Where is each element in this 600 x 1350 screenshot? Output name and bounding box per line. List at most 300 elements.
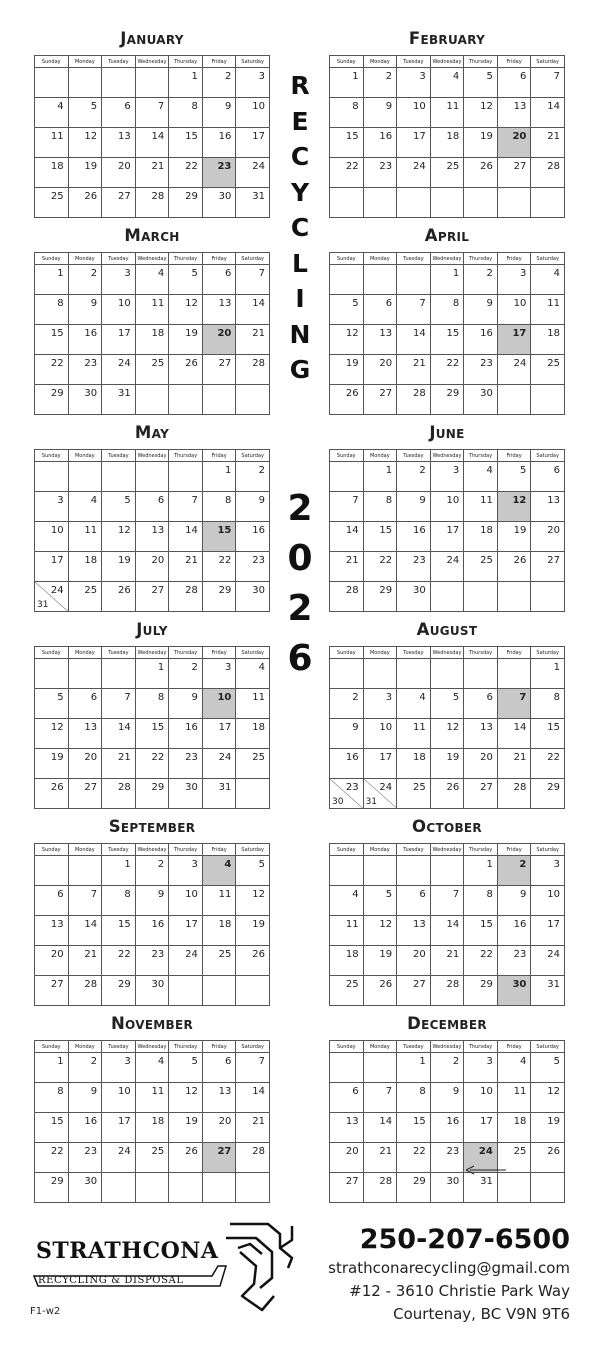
day-number: 18 (50, 161, 64, 172)
day-number: 22 (117, 949, 131, 960)
day-cell (363, 68, 397, 98)
day-number: 19 (345, 358, 359, 369)
day-cell (464, 265, 498, 295)
day-cell (330, 128, 364, 158)
day-number: 8 (191, 101, 198, 112)
day-cell (497, 1053, 531, 1083)
day-cell (430, 779, 464, 809)
day-number: 30 (446, 1176, 460, 1187)
day-cell (464, 522, 498, 552)
day-number: 1 (191, 71, 198, 82)
day-number: 3 (486, 1056, 493, 1067)
day-cell (236, 492, 270, 522)
day-number: 18 (547, 328, 560, 339)
day-cell (35, 689, 69, 719)
day-cell (497, 1113, 531, 1143)
day-header: Wednesday (135, 253, 169, 265)
empty-day-cell (35, 462, 69, 492)
day-cell (236, 719, 270, 749)
day-cell (102, 265, 136, 295)
day-number: 18 (446, 131, 460, 142)
day-cell (330, 1173, 364, 1203)
day-cell (202, 188, 236, 218)
day-number: 6 (419, 889, 426, 900)
day-number: 5 (553, 1056, 560, 1067)
day-number: 11 (218, 889, 232, 900)
day-header: Wednesday (430, 1041, 464, 1053)
day-number: 29 (412, 1176, 426, 1187)
day-number: 17 (412, 131, 426, 142)
day-header: Friday (497, 56, 531, 68)
day-number: 5 (258, 859, 265, 870)
day-header: Tuesday (102, 450, 136, 462)
day-header: Monday (68, 647, 102, 659)
day-header: Wednesday (135, 56, 169, 68)
collection-day-cell (497, 492, 531, 522)
empty-day-cell (169, 462, 203, 492)
day-cell (35, 295, 69, 325)
day-cell (35, 325, 69, 355)
recycling-letter: L (292, 248, 308, 278)
day-header: Monday (363, 56, 397, 68)
day-number: 7 (258, 1056, 265, 1067)
day-header: Thursday (464, 56, 498, 68)
day-number: 25 (252, 752, 265, 763)
day-cell (169, 946, 203, 976)
day-number: 21 (185, 555, 198, 566)
day-cell (330, 1083, 364, 1113)
month-title: December (407, 1014, 487, 1033)
day-cell (497, 719, 531, 749)
day-number: 16 (513, 919, 527, 930)
day-number: 8 (57, 1086, 64, 1097)
day-number: 12 (84, 131, 98, 142)
day-cell (464, 749, 498, 779)
day-header: Sunday (35, 253, 69, 265)
day-number: 15 (412, 1116, 426, 1127)
day-cell (430, 946, 464, 976)
day-cell (35, 128, 69, 158)
day-header: Thursday (464, 844, 498, 856)
day-cell (363, 325, 397, 355)
day-cell (102, 295, 136, 325)
day-number: 15 (117, 919, 131, 930)
day-cell (363, 98, 397, 128)
day-number: 7 (90, 889, 98, 900)
day-cell (236, 1083, 270, 1113)
day-number: 7 (419, 298, 426, 309)
day-cell (397, 886, 431, 916)
day-cell (397, 158, 431, 188)
empty-day-cell (135, 385, 169, 415)
day-number: 23 (151, 949, 165, 960)
day-header: Tuesday (397, 253, 431, 265)
day-cell (35, 886, 69, 916)
day-number: 28 (84, 979, 98, 990)
day-cell (35, 719, 69, 749)
day-number: 9 (191, 692, 198, 703)
day-cell (135, 552, 169, 582)
day-number: 23 (185, 752, 198, 763)
day-cell (363, 749, 397, 779)
day-cell (68, 1053, 102, 1083)
day-number: 29 (218, 585, 232, 596)
day-cell (531, 916, 565, 946)
day-number: 25 (480, 555, 493, 566)
empty-day-cell (531, 188, 565, 218)
day-number: 31 (252, 191, 265, 202)
day-number: 8 (419, 1086, 426, 1097)
day-number: 27 (218, 358, 232, 369)
day-header: Friday (497, 647, 531, 659)
day-number: 30 (185, 782, 198, 793)
day-cell (68, 689, 102, 719)
day-cell (497, 946, 531, 976)
day-number: 6 (520, 71, 527, 82)
day-number: 24 (117, 1146, 131, 1157)
day-cell (169, 1053, 203, 1083)
day-cell (35, 522, 69, 552)
day-number: 26 (345, 388, 359, 399)
day-number: 11 (50, 131, 64, 142)
day-cell (330, 552, 364, 582)
day-number: 17 (480, 1116, 493, 1127)
day-number: 7 (258, 268, 265, 279)
day-number: 6 (90, 692, 98, 703)
day-number: 10 (185, 889, 198, 900)
day-cell (430, 492, 464, 522)
day-number: 31 (480, 1176, 493, 1187)
day-header: Saturday (236, 450, 270, 462)
month-calendar (34, 817, 270, 1006)
day-number: 6 (352, 1086, 359, 1097)
day-number: 24 (547, 949, 560, 960)
day-number: 2 (191, 662, 198, 673)
day-cell (531, 659, 565, 689)
day-cell (531, 462, 565, 492)
day-number: 20 (345, 1146, 359, 1157)
day-number: 11 (151, 1086, 165, 1097)
empty-day-cell (135, 462, 169, 492)
day-cell (397, 1083, 431, 1113)
day-number: 29 (151, 782, 165, 793)
day-number: 3 (452, 465, 460, 476)
month-calendar (329, 226, 565, 415)
day-number: 11 (412, 722, 426, 733)
day-cell (236, 295, 270, 325)
day-header: Friday (202, 253, 236, 265)
day-cell (169, 916, 203, 946)
empty-day-cell (497, 1173, 531, 1203)
day-header: Sunday (35, 450, 69, 462)
day-cell (35, 1083, 69, 1113)
day-cell (68, 1083, 102, 1113)
day-header: Wednesday (135, 1041, 169, 1053)
day-number: 4 (419, 692, 426, 703)
day-cell (397, 749, 431, 779)
day-number: 4 (452, 71, 460, 82)
month-grid (34, 449, 270, 612)
day-header: Monday (363, 450, 397, 462)
month-title: September (108, 817, 196, 836)
day-number: 27 (412, 979, 426, 990)
day-header: Saturday (236, 56, 270, 68)
day-number: 16 (84, 1116, 98, 1127)
day-cell (236, 946, 270, 976)
day-header: Tuesday (102, 647, 136, 659)
day-number: 22 (50, 358, 64, 369)
day-number: 11 (345, 919, 359, 930)
day-number: 17 (218, 722, 232, 733)
day-cell (236, 355, 270, 385)
day-cell (236, 462, 270, 492)
day-cell (330, 385, 364, 415)
day-cell (169, 749, 203, 779)
day-number: 3 (124, 268, 131, 279)
day-number: 9 (352, 722, 359, 733)
day-cell (236, 1113, 270, 1143)
day-cell (202, 1113, 236, 1143)
month-title: November (110, 1014, 194, 1033)
day-number: 1 (419, 1056, 426, 1067)
day-number: 16 (252, 525, 265, 536)
day-cell (531, 68, 565, 98)
day-cell (497, 158, 531, 188)
day-cell (202, 582, 236, 612)
day-number: 8 (553, 692, 560, 703)
day-number: 3 (258, 71, 265, 82)
day-number: 24 (252, 161, 265, 172)
month-grid (34, 55, 270, 218)
empty-day-cell (464, 188, 498, 218)
day-number: 1 (57, 1056, 64, 1067)
day-number: 21 (547, 131, 560, 142)
day-cell (169, 1083, 203, 1113)
day-number: 28 (412, 388, 426, 399)
day-cell (363, 1083, 397, 1113)
day-number: 20 (151, 555, 165, 566)
day-header: Sunday (330, 56, 364, 68)
day-header: Sunday (35, 56, 69, 68)
day-cell (363, 128, 397, 158)
day-cell (330, 522, 364, 552)
day-cell (135, 856, 169, 886)
day-cell (68, 295, 102, 325)
day-number: 6 (57, 889, 64, 900)
day-cell (363, 916, 397, 946)
day-cell (169, 295, 203, 325)
day-number: 20 (547, 525, 560, 536)
day-number: 23 (480, 358, 493, 369)
day-cell (363, 462, 397, 492)
day-header: Friday (202, 1041, 236, 1053)
day-cell (397, 946, 431, 976)
day-number: 20 (117, 161, 131, 172)
day-number: 28 (513, 782, 527, 793)
day-cell (135, 492, 169, 522)
day-number: 18 (218, 919, 232, 930)
day-header: Sunday (330, 1041, 364, 1053)
day-cell (135, 916, 169, 946)
collection-day-cell (202, 158, 236, 188)
day-number: 28 (117, 782, 131, 793)
day-header: Friday (497, 1041, 531, 1053)
day-cell (236, 856, 270, 886)
day-number: 25 (345, 979, 359, 990)
day-cell (531, 946, 565, 976)
day-number: 28 (252, 358, 265, 369)
empty-day-cell (35, 856, 69, 886)
day-cell (169, 492, 203, 522)
day-number: 1 (57, 268, 64, 279)
day-cell (68, 719, 102, 749)
day-cell (35, 98, 69, 128)
day-cell (464, 1173, 498, 1203)
empty-day-cell (169, 385, 203, 415)
day-number: 3 (57, 495, 64, 506)
day-header: Tuesday (397, 1041, 431, 1053)
day-cell (135, 749, 169, 779)
day-header: Tuesday (102, 844, 136, 856)
empty-day-cell (363, 188, 397, 218)
day-number: 15 (446, 328, 460, 339)
day-cell (497, 916, 531, 946)
day-number: 17 (50, 555, 64, 566)
day-cell (464, 1083, 498, 1113)
empty-day-cell (35, 68, 69, 98)
day-number: 14 (252, 298, 265, 309)
empty-day-cell (397, 188, 431, 218)
day-cell (135, 325, 169, 355)
day-number: 9 (258, 495, 265, 506)
empty-day-cell (363, 1053, 397, 1083)
day-cell (397, 719, 431, 749)
day-header: Thursday (169, 647, 203, 659)
logo-name: STRATHCONA (36, 1238, 219, 1264)
day-header: Monday (363, 1041, 397, 1053)
day-cell (363, 946, 397, 976)
day-cell (430, 552, 464, 582)
day-number: 11 (446, 101, 460, 112)
collection-day-cell (497, 856, 531, 886)
day-cell (430, 719, 464, 749)
day-header: Sunday (330, 253, 364, 265)
day-number: 21 (117, 752, 131, 763)
day-number: 23 (84, 1146, 98, 1157)
day-number: 17 (379, 752, 393, 763)
day-cell (330, 749, 364, 779)
collection-day-cell (202, 856, 236, 886)
day-cell (464, 385, 498, 415)
month-calendar (329, 1014, 565, 1203)
day-cell (397, 355, 431, 385)
day-cell (430, 325, 464, 355)
day-cell (464, 946, 498, 976)
day-number: 30 (84, 1176, 98, 1187)
day-number: 27 (217, 1146, 232, 1157)
day-number: 17 (117, 1116, 131, 1127)
day-number: 10 (50, 525, 64, 536)
day-cell (169, 779, 203, 809)
day-number: 30 (512, 979, 527, 990)
day-number: 2 (90, 268, 98, 279)
empty-day-cell (169, 1173, 203, 1203)
day-cell (531, 749, 565, 779)
day-header: Sunday (35, 844, 69, 856)
day-cell (531, 552, 565, 582)
day-header: Sunday (330, 647, 364, 659)
day-cell (102, 719, 136, 749)
day-cell (102, 976, 136, 1006)
day-cell (35, 976, 69, 1006)
collection-day-cell (202, 1143, 236, 1173)
day-header: Saturday (236, 647, 270, 659)
day-number: 30 (218, 191, 232, 202)
day-cell (236, 158, 270, 188)
day-cell (531, 355, 565, 385)
day-number: 26 (84, 191, 98, 202)
empty-day-cell (397, 265, 431, 295)
day-number: 14 (345, 525, 359, 536)
empty-day-cell (102, 68, 136, 98)
day-cell (102, 128, 136, 158)
day-cell (68, 1173, 102, 1203)
day-number: 2 (452, 1056, 460, 1067)
day-cell (531, 856, 565, 886)
day-cell (363, 492, 397, 522)
day-number: 16 (84, 328, 98, 339)
empty-day-cell (497, 659, 531, 689)
day-cell (68, 385, 102, 415)
day-header: Monday (68, 253, 102, 265)
day-number: 21 (513, 752, 527, 763)
day-number: 21 (252, 328, 265, 339)
day-number: 6 (124, 101, 131, 112)
day-number: 26 (50, 782, 64, 793)
day-number: 13 (50, 919, 64, 930)
day-header: Sunday (330, 450, 364, 462)
day-header: Wednesday (135, 647, 169, 659)
recycling-vertical-title (276, 68, 324, 388)
day-number: 15 (50, 1116, 64, 1127)
day-cell (135, 295, 169, 325)
day-number: 23 (252, 555, 265, 566)
day-cell (102, 749, 136, 779)
empty-day-cell (363, 856, 397, 886)
day-cell (397, 582, 431, 612)
day-number: 9 (486, 298, 493, 309)
day-header: Sunday (35, 1041, 69, 1053)
split-day-cell (363, 779, 397, 809)
day-cell (169, 355, 203, 385)
day-number: 27 (513, 161, 527, 172)
day-number: 9 (157, 889, 165, 900)
day-number: 30 (412, 585, 426, 596)
day-header: Friday (202, 450, 236, 462)
day-cell (68, 749, 102, 779)
day-number: 24 (513, 358, 527, 369)
day-cell (330, 325, 364, 355)
day-number: 20 (412, 949, 426, 960)
day-number: 22 (547, 752, 560, 763)
day-cell (169, 325, 203, 355)
day-cell (497, 295, 531, 325)
day-cell (430, 385, 464, 415)
day-cell (135, 158, 169, 188)
day-number: 23 (217, 161, 232, 172)
day-cell (35, 265, 69, 295)
day-header: Wednesday (135, 844, 169, 856)
